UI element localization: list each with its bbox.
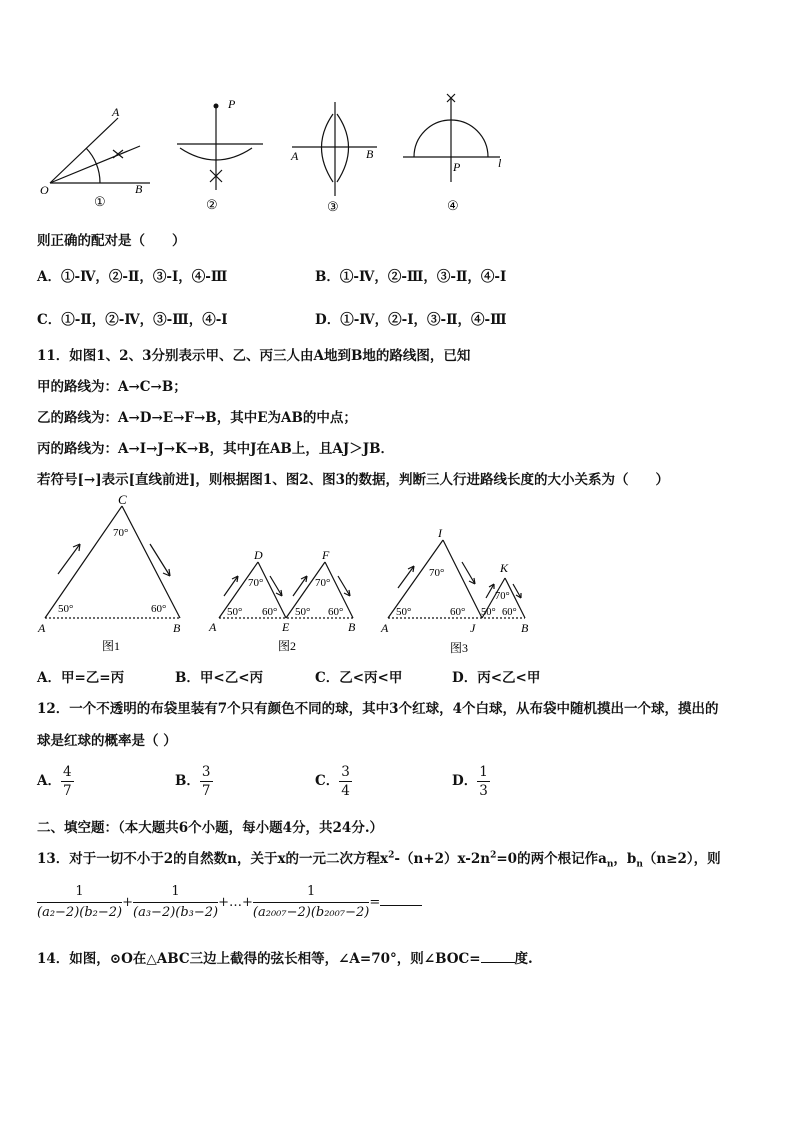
q13-dots: +…+ xyxy=(218,895,253,910)
q13-sup-2: 2 xyxy=(490,850,497,861)
q10-option-c[interactable]: C．①-Ⅱ，②-Ⅳ，③-Ⅲ，④-Ⅰ xyxy=(37,312,228,328)
figure-1 xyxy=(50,118,150,183)
fig3-number: ③ xyxy=(327,199,339,214)
fig1-label-c: C xyxy=(118,492,127,507)
q13-fraction-3 xyxy=(253,882,369,923)
q11-line-2: 甲的路线为：A→C→B； xyxy=(37,379,187,395)
q10-option-b[interactable]: B．①-Ⅳ，②-Ⅲ，③-Ⅱ，④-Ⅰ xyxy=(315,269,507,285)
fig2-label-p: P xyxy=(228,97,236,111)
q11-line-4: 丙的路线为：A→I→J→K→B，其中J在AB上，且AJ＞JB． xyxy=(37,441,394,457)
q13-equals: = xyxy=(369,895,381,910)
q14-post: 度. xyxy=(514,951,533,967)
fig1-label-o: O xyxy=(40,183,49,197)
fig3-angle-i: 70° xyxy=(429,567,445,579)
q11-line-5: 若符号[→]表示[直线前进]，则根据图1、图2、图3的数据，判断三人行进路线长度的大小关系为（ ） xyxy=(37,472,670,488)
q11-line-1: 11．如图1、2、3分别表示甲、乙、丙三人由A地到B地的路线图，已知 xyxy=(37,348,471,364)
fig1-angle-b: 60° xyxy=(151,603,167,615)
fig2-label-b2: B xyxy=(348,620,356,634)
fig2-label-f: F xyxy=(322,548,330,562)
q13-fraction-2 xyxy=(133,882,218,923)
q12-d-numerator: 1 xyxy=(479,764,488,780)
construction-figures xyxy=(0,80,794,220)
fig3-caption: 图3 xyxy=(450,641,469,655)
fig1-caption: 图1 xyxy=(102,639,121,653)
q13-f1-den: (a₂−2)(b₂−2) xyxy=(37,905,123,920)
q13-f2-den: (a₃−2)(b₃−2) xyxy=(133,905,219,920)
q12-option-a-label: A． xyxy=(37,773,61,789)
fig3-label-a2: A xyxy=(381,621,389,635)
fig2-label-a2: A xyxy=(209,620,217,634)
fig1-label-a: A xyxy=(112,105,120,119)
q11-option-d[interactable]: D．丙<乙<甲 xyxy=(452,670,541,686)
q10-prompt: 则正确的配对是（ ） xyxy=(37,233,186,249)
fig3-label-k: K xyxy=(500,561,509,575)
q13-sub-1: n xyxy=(606,859,614,870)
fig1-number: ① xyxy=(94,194,106,209)
figure-2 xyxy=(177,106,263,190)
q12-b-numerator: 3 xyxy=(201,764,211,780)
q12-c-numerator: 3 xyxy=(341,764,350,780)
q11-option-c[interactable]: C．乙<丙<甲 xyxy=(315,670,403,686)
q12-line-1: 12．一个不透明的布袋里装有7个只有颜色不同的球，其中3个红球，4个白球，从布袋中随机摸出一个球，摸出的 xyxy=(37,701,719,717)
fig1-angle-c: 70° xyxy=(113,527,129,539)
q11-line-3: 乙的路线为：A→D→E→F→B，其中E为AB的中点； xyxy=(37,410,357,426)
q12-option-d-label: D． xyxy=(452,773,478,789)
q12-a-denominator: 7 xyxy=(62,783,72,799)
fig2-angle-e1: 60° xyxy=(262,606,278,618)
q10-option-a[interactable]: A．①-Ⅳ，②-Ⅱ，③-Ⅰ，④-Ⅲ xyxy=(37,269,228,285)
q13-pre: 13．对于一切不小于2的自然数n，关于x的一元二次方程x xyxy=(37,851,389,867)
figure-4 xyxy=(403,94,500,182)
q13-f1-num: 1 xyxy=(37,882,122,903)
q12-option-a[interactable] xyxy=(37,763,74,800)
fig4-label-p: P xyxy=(453,160,461,174)
q13-answer-blank[interactable] xyxy=(380,905,422,906)
q12-option-b[interactable] xyxy=(175,763,213,800)
q13-f2-num: 1 xyxy=(133,882,218,903)
fig4-number: ④ xyxy=(447,198,459,213)
fig3-angle-j2: 50° xyxy=(481,607,496,618)
q12-d-denominator: 3 xyxy=(479,783,488,799)
route-figures xyxy=(0,490,794,660)
q12-b-denominator: 7 xyxy=(201,783,211,799)
q13-plus: + xyxy=(122,895,134,910)
fig3-angle-j1: 60° xyxy=(450,606,466,618)
fig2-number: ② xyxy=(206,197,218,212)
fig2-point-p xyxy=(214,104,219,109)
fig3-angle-b: 60° xyxy=(502,607,517,618)
q13-post: =0的两个根记作a xyxy=(496,851,607,867)
q13-formula xyxy=(37,882,422,923)
fig1-label-b: B xyxy=(135,182,143,196)
route-figure-1 xyxy=(45,506,180,618)
fig2-label-d: D xyxy=(254,548,263,562)
q11-option-a[interactable]: A．甲=乙=丙 xyxy=(37,670,125,686)
q13-comma: ，b xyxy=(613,851,637,867)
fig3-angle-a: 50° xyxy=(396,606,412,618)
q13-fraction-1 xyxy=(37,882,122,923)
q11-option-b[interactable]: B．甲<乙<丙 xyxy=(175,670,264,686)
q12-c-denominator: 4 xyxy=(341,783,350,799)
q12-option-b-label: B． xyxy=(175,773,200,789)
q14-answer-blank[interactable] xyxy=(481,962,515,963)
fig3-label-b2: B xyxy=(521,621,529,635)
fig3-label-i: I xyxy=(438,526,442,540)
fig2-label-e: E xyxy=(282,620,290,634)
q13-f3-num: 1 xyxy=(253,882,369,903)
q13-text xyxy=(37,847,721,870)
fig2-angle-f: 70° xyxy=(315,577,331,589)
q10-option-d[interactable]: D．①-Ⅳ，②-Ⅰ，③-Ⅱ，④-Ⅲ xyxy=(315,312,507,328)
q12-line-2: 球是红球的概率是（ ） xyxy=(37,733,177,749)
fig2-angle-e2: 50° xyxy=(295,606,311,618)
fig2-caption: 图2 xyxy=(278,639,297,653)
q13-sub-2: n xyxy=(636,859,643,870)
figure-3 xyxy=(292,102,377,196)
q12-option-c-label: C． xyxy=(315,773,340,789)
fig1-angle-a: 50° xyxy=(58,603,74,615)
fig4-label-l: l xyxy=(498,156,502,170)
fig1-label-b2: B xyxy=(173,621,181,635)
q13-f3-den: (a₂₀₀₇−2)(b₂₀₀₇−2) xyxy=(252,905,370,920)
q14-text xyxy=(37,947,533,967)
fig2-angle-d: 70° xyxy=(248,577,264,589)
fig3-label-j: J xyxy=(470,621,476,635)
q13-tail: （n≥2），则 xyxy=(642,851,721,867)
fig3-label-a: A xyxy=(291,149,299,163)
q14-pre: 14．如图，⊙O在△ABC三边上截得的弦长相等，∠A=70°，则∠BOC= xyxy=(37,951,481,967)
q12-option-d[interactable] xyxy=(452,763,490,800)
section-2-heading: 二、填空题：（本大题共6个小题，每小题4分，共24分.） xyxy=(37,820,384,836)
fig1-label-a2: A xyxy=(38,621,46,635)
fig3-label-b: B xyxy=(366,147,374,161)
fig3-angle-k: 70° xyxy=(495,591,510,602)
q12-a-numerator: 4 xyxy=(62,764,72,780)
fig2-angle-b: 60° xyxy=(328,606,344,618)
q12-option-c[interactable] xyxy=(315,763,352,800)
q13-mid: -（n+2）x-2n xyxy=(394,851,491,867)
q13-sup-1: 2 xyxy=(388,850,395,861)
fig2-angle-a: 50° xyxy=(227,606,243,618)
